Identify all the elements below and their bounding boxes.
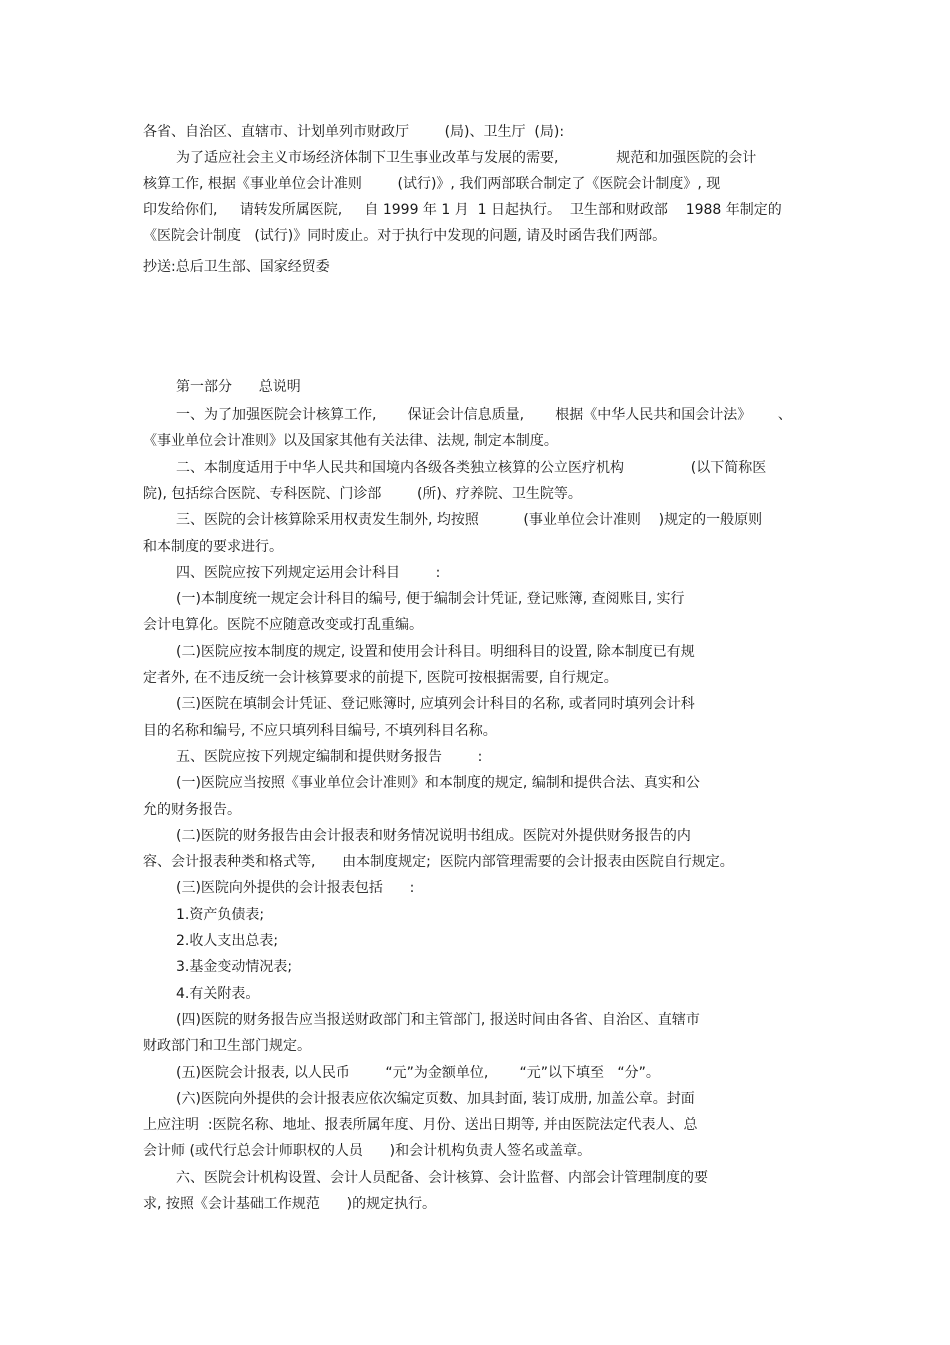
regulation-line: 六、医院会计机构设置、会计人员配备、会计核算、会计监督、内部会计管理制度的要 <box>176 1170 708 1186</box>
regulation-line: 会计师 (或代行总会计师职权的人员 )和会计机构负责人签名或盖章。 <box>143 1143 592 1159</box>
regulation-line: 二、本制度适用于中华人民共和国境内各级各类独立核算的公立医疗机构 (以下简称医 <box>176 460 767 476</box>
regulation-line: (四)医院的财务报告应当报送财政部门和主管部门, 报送时间由各省、自治区、直辖市 <box>176 1012 700 1028</box>
regulation-line: 容、会计报表种类和格式等, 由本制度规定; 医院内部管理需要的会计报表由医院自行规定。 <box>143 854 734 870</box>
regulation-line: (二)医院应按本制度的规定, 设置和使用会计科目。明细科目的设置, 除本制度已有规 <box>176 644 695 660</box>
regulation-line: 五、医院应按下列规定编制和提供财务报告 : <box>176 749 483 765</box>
notice-cc: 抄送:总后卫生部、国家经贸委 <box>143 259 330 275</box>
regulation-line: 院), 包括综合医院、专科医院、门诊部 (所)、疗养院、卫生院等。 <box>143 486 582 502</box>
regulation-line: 1.资产负债表; <box>176 907 265 923</box>
regulation-line: 上应注明 :医院名称、地址、报表所属年度、月份、送出日期等, 并由医院法定代表人、总 <box>143 1117 698 1133</box>
regulation-line: (一)本制度统一规定会计科目的编号, 便于编制会计凭证, 登记账簿, 查阅账目, 实行 <box>176 591 685 607</box>
regulation-line: (五)医院会计报表, 以人民币 “元”为金额单位, “元”以下填至 “分”。 <box>176 1065 660 1081</box>
regulation-line: 三、医院的会计核算除采用权责发生制外, 均按照 (事业单位会计准则 )规定的一般原则 <box>176 512 763 528</box>
section-heading: 第一部分 总说明 <box>176 379 301 395</box>
regulation-line: 财政部门和卫生部门规定。 <box>143 1038 311 1054</box>
regulation-line: 允的财务报告。 <box>143 802 241 818</box>
regulation-line: 2.收人支出总表; <box>176 933 279 949</box>
notice-body-line: 为了适应社会主义市场经济体制下卫生事业改革与发展的需要, 规范和加强医院的会计 <box>176 150 757 166</box>
notice-body-line: 《医院会计制度 (试行)》同时废止。对于执行中发现的问题, 请及时函告我们两部。 <box>143 228 667 244</box>
regulation-line: 一、为了加强医院会计核算工作, 保证会计信息质量, 根据《中华人民共和国会计法》 、 <box>176 407 792 423</box>
notice-body-line: 印发给你们, 请转发所属医院, 自 1999 年 1 月 1 日起执行。 卫生部和财政部 1988 年制定的 <box>143 202 782 218</box>
regulation-line: (二)医院的财务报告由会计报表和财务情况说明书组成。医院对外提供财务报告的内 <box>176 828 691 844</box>
notice-body-line: 核算工作, 根据《事业单位会计准则 (试行)》, 我们两部联合制定了《医院会计制度》, 现 <box>143 176 721 192</box>
regulation-line: 4.有关附表。 <box>176 986 260 1002</box>
regulation-line: (三)医院向外提供的会计报表包括 : <box>176 880 415 896</box>
regulation-line: 3.基金变动情况表; <box>176 959 293 975</box>
regulation-line: 定者外, 在不违反统一会计核算要求的前提下, 医院可按根据需要, 自行规定。 <box>143 670 618 686</box>
notice-addressee: 各省、自治区、直辖市、计划单列市财政厅 (局)、卫生厅 (局): <box>143 124 565 140</box>
regulation-line: (六)医院向外提供的会计报表应依次编定页数、加具封面, 装订成册, 加盖公章。封面 <box>176 1091 695 1107</box>
regulation-line: 目的名称和编号, 不应只填列科目编号, 不填列科目名称。 <box>143 723 497 739</box>
regulation-line: 和本制度的要求进行。 <box>143 539 283 555</box>
regulation-line: (三)医院在填制会计凭证、登记账簿时, 应填列会计科目的名称, 或者同时填列会计科 <box>176 696 695 712</box>
regulation-line: 会计电算化。医院不应随意改变或打乱重编。 <box>143 617 423 633</box>
regulation-line: 四、医院应按下列规定运用会计科目 : <box>176 565 441 581</box>
regulation-line: (一)医院应当按照《事业单位会计准则》和本制度的规定, 编制和提供合法、真实和公 <box>176 775 700 791</box>
regulation-line: 《事业单位会计准则》以及国家其他有关法律、法规, 制定本制度。 <box>143 433 558 449</box>
regulation-line: 求, 按照《会计基础工作规范 )的规定执行。 <box>143 1196 437 1212</box>
